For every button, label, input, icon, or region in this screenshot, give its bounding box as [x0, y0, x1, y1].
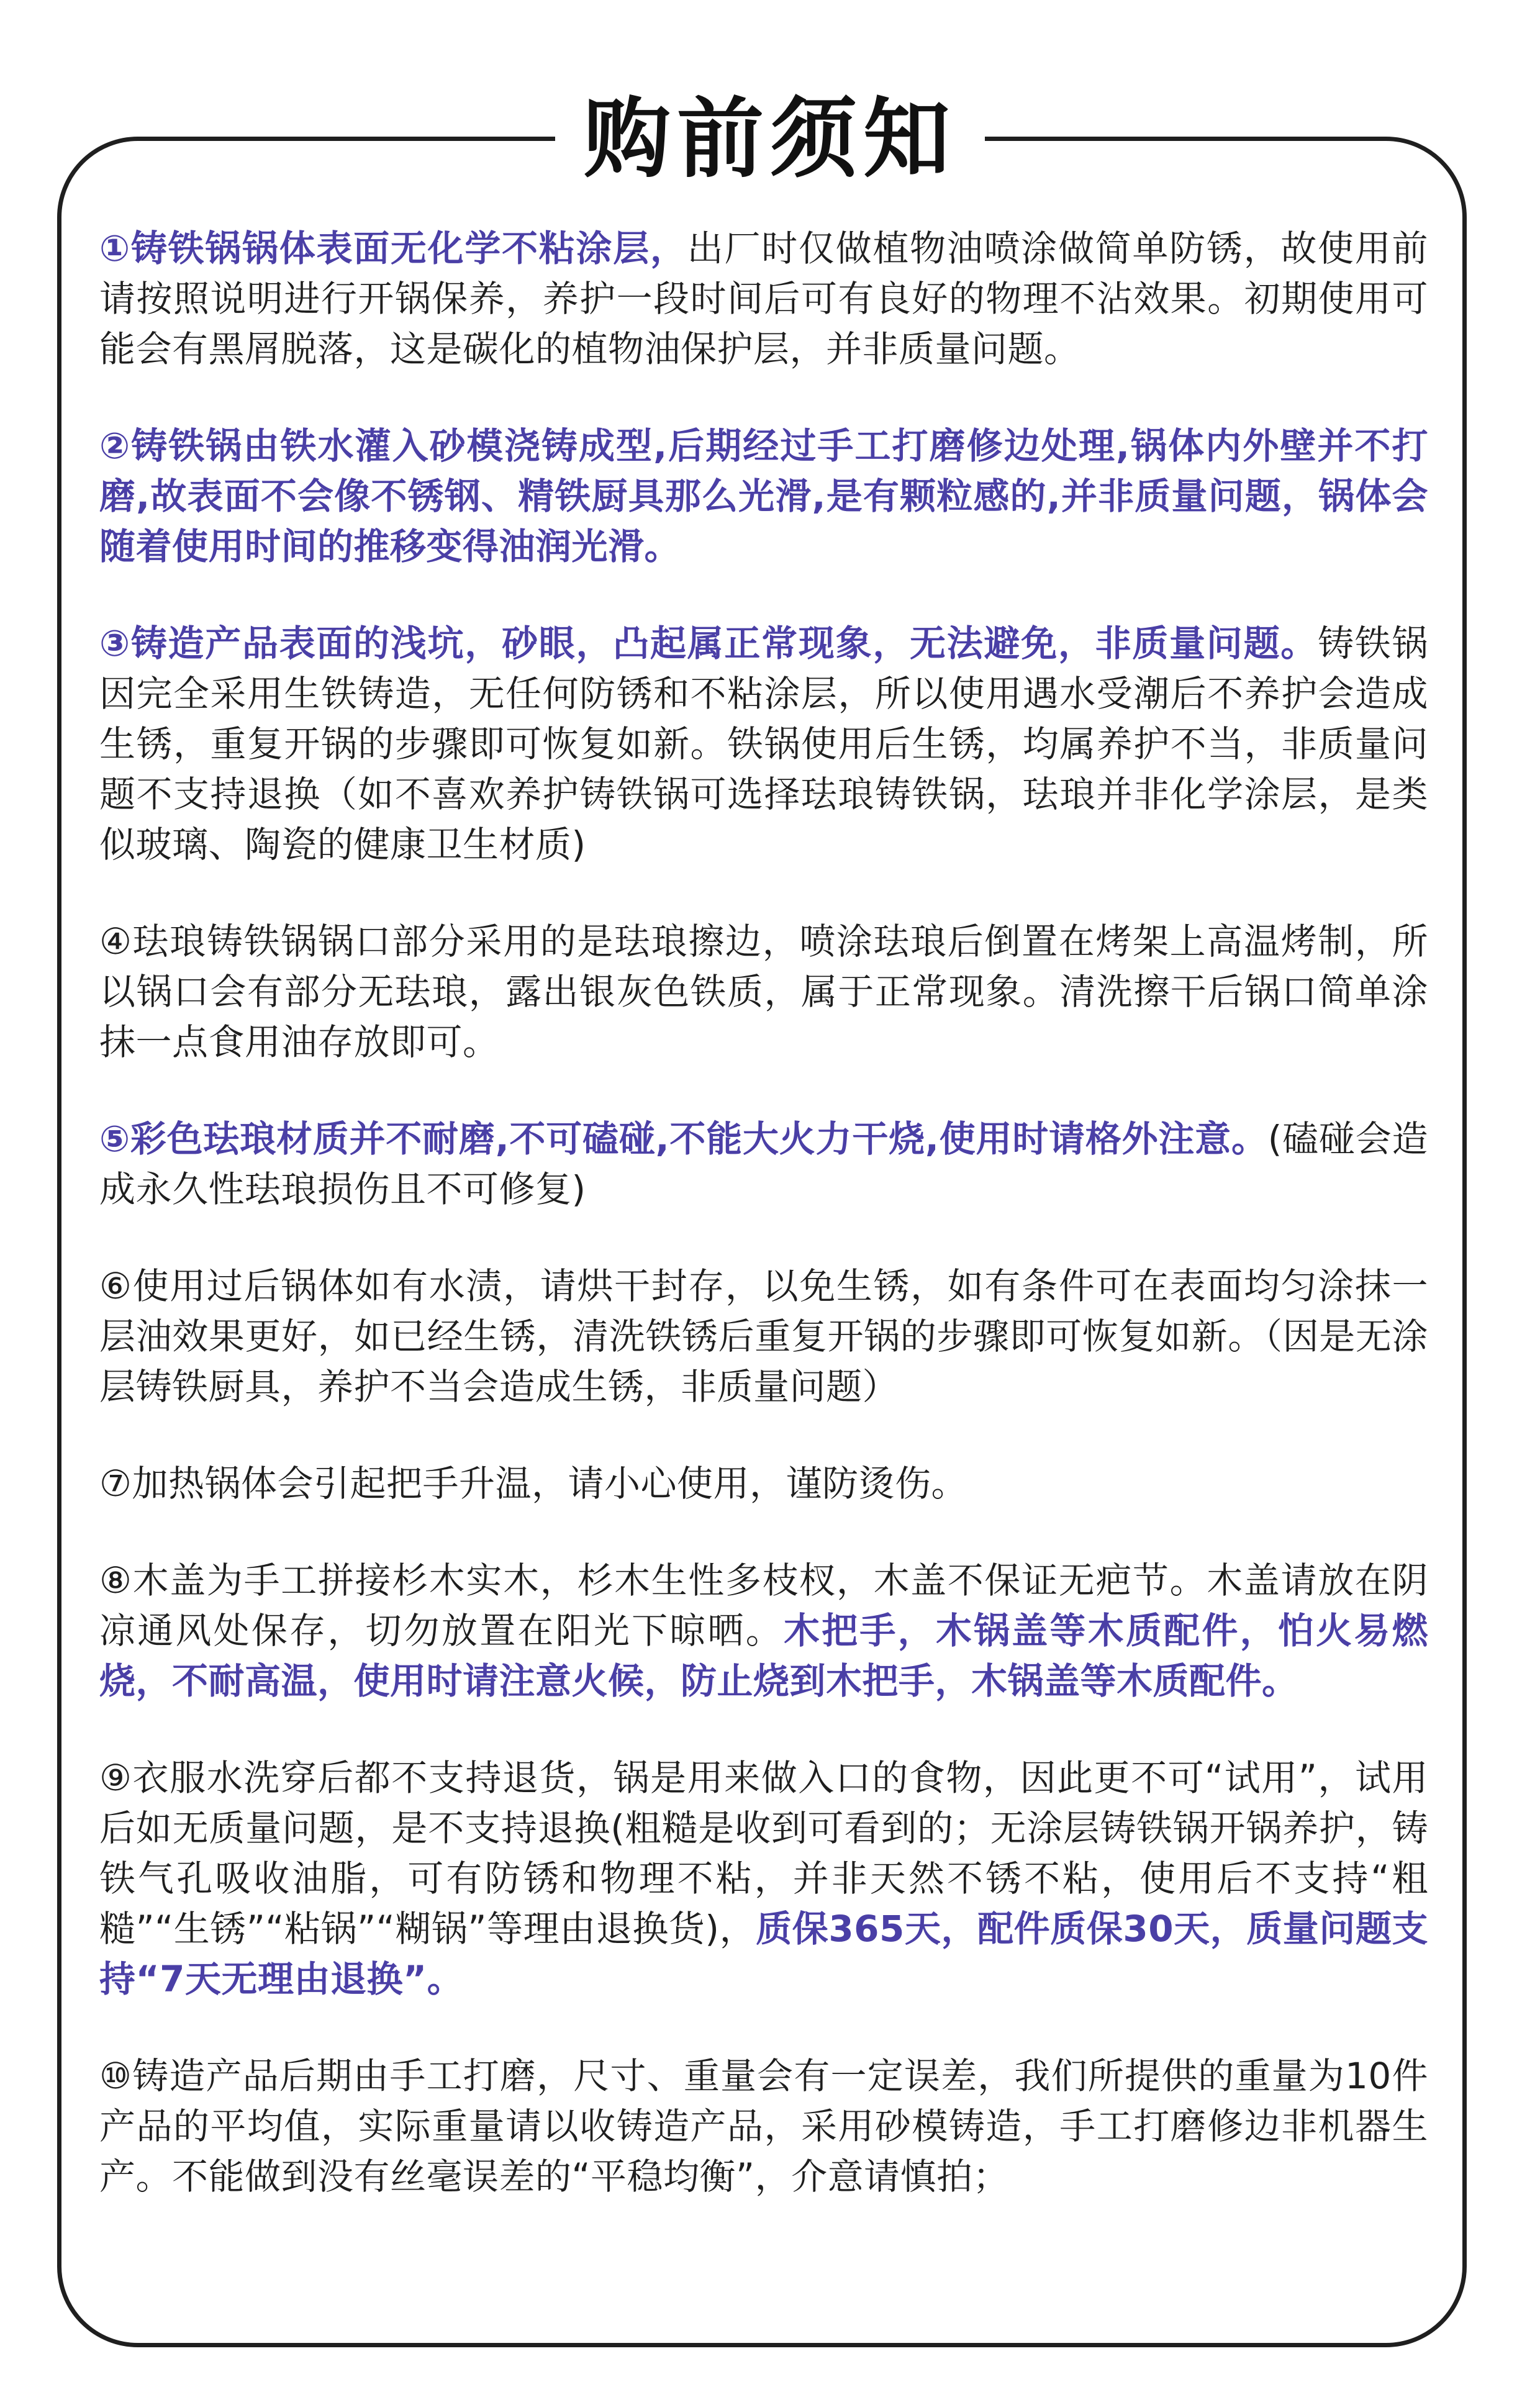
notice-item-9	[99, 1753, 1428, 2004]
notice-10-text: ⑩铸造产品后期由手工打磨，尺寸、重量会有一定误差，我们所提供的重量为10件产品的平均值，实际重量请以收铸造产品，采用砂模铸造，手工打磨修边非机器生产。不能做到没有丝毫误差的“平稳均衡”，介意请慎拍；	[99, 2055, 1428, 2198]
notice-3-highlight: ③铸造产品表面的浅坑，砂眼，凸起属正常现象，无法避免，非质量问题。	[99, 622, 1318, 664]
notice-6-text: ⑥使用过后锅体如有水渍，请烘干封存，以免生锈，如有条件可在表面均匀涂抹一层油效果更好，如已经生锈，清洗铁锈后重复开锅的步骤即可恢复如新。（因是无涂层铸铁厨具，养护不当会造成生锈，非质量问题）	[99, 1265, 1428, 1408]
notice-item-5	[99, 1114, 1428, 1215]
notice-1-text: 出厂时仅做植物油喷涂做简单防锈，故使用前请按照说明进行开锅保养，养护一段时间后可有良好的物理不沾效果。初期使用可能会有黑屑脱落，这是碳化的植物油保护层，并非质量问题。	[99, 227, 1428, 370]
notice-item-3	[99, 618, 1428, 870]
notice-4-text: ④珐琅铸铁锅锅口部分采用的是珐琅擦边，喷涂珐琅后倒置在烤架上高温烤制，所以锅口会有部分无珐琅，露出银灰色铁质，属于正常现象。清洗擦干后锅口简单涂抹一点食用油存放即可。	[99, 920, 1428, 1063]
notice-2-highlight: ②铸铁锅由铁水灌入砂模浇铸成型,后期经过手工打磨修边处理,锅体内外壁并不打磨,故表面不会像不锈钢、精铁厨具那么光滑,是有颗粒感的,并非质量问题，锅体会随着使用时间的推移变得油润光滑。	[99, 425, 1428, 568]
notice-3-text: 铸铁锅因完全采用生铁铸造，无任何防锈和不粘涂层，所以使用遇水受潮后不养护会造成生锈，重复开锅的步骤即可恢复如新。铁锅使用后生锈，均属养护不当，非质量问题不支持退换（如不喜欢养护铸铁锅可选择珐琅铸铁锅，珐琅并非化学涂层，是类似玻璃、陶瓷的健康卫生材质)	[99, 622, 1428, 866]
notice-item-6	[99, 1261, 1428, 1412]
notice-9-text: ⑨衣服水洗穿后都不支持退货，锅是用来做入口的食物，因此更不可“试用”，试用后如无质量问题，是不支持退换(粗糙是收到可看到的；无涂层铸铁锅开锅养护，铸铁气孔吸收油脂，可有防锈和物理不粘，并非天然不锈不粘，使用后不支持“粗糙”“生锈”“粘锅”“糊锅”等理由退换货)，	[99, 1757, 1428, 1950]
notice-9-highlight: 质保365天，配件质保30天，质量问题支持“7天无理由退换”。	[99, 1908, 1428, 2000]
notice-1-highlight: ①铸铁锅锅体表面无化学不粘涂层，	[99, 227, 687, 270]
notice-8-text: ⑧木盖为手工拼接杉木实木，杉木生性多枝杈，木盖不保证无疤节。木盖请放在阴凉通风处保存，切勿放置在阳光下晾晒。	[99, 1559, 1428, 1652]
notice-7-text: ⑦加热锅体会引起把手升温，请小心使用，谨防烫伤。	[99, 1462, 967, 1505]
notice-5-highlight: ⑤彩色珐琅材质并不耐磨,不可磕碰,不能大火力干烧,使用时请格外注意。	[99, 1118, 1268, 1160]
page-title: 购前须知	[555, 93, 985, 186]
notice-list	[99, 224, 1428, 2249]
notice-item-4	[99, 917, 1428, 1067]
notice-item-1	[99, 224, 1428, 374]
notice-8-highlight: 木把手，木锅盖等木质配件，怕火易燃烧，不耐高温，使用时请注意火候，防止烧到木把手，木锅盖等木质配件。	[99, 1610, 1428, 1702]
notice-item-7	[99, 1459, 1428, 1509]
notice-item-10	[99, 2051, 1428, 2202]
notice-item-2	[99, 421, 1428, 572]
notice-5-text: (磕碰会造成永久性珐琅损伤且不可修复)	[99, 1118, 1428, 1210]
notice-item-8	[99, 1556, 1428, 1706]
title-wrapper	[0, 89, 1540, 190]
